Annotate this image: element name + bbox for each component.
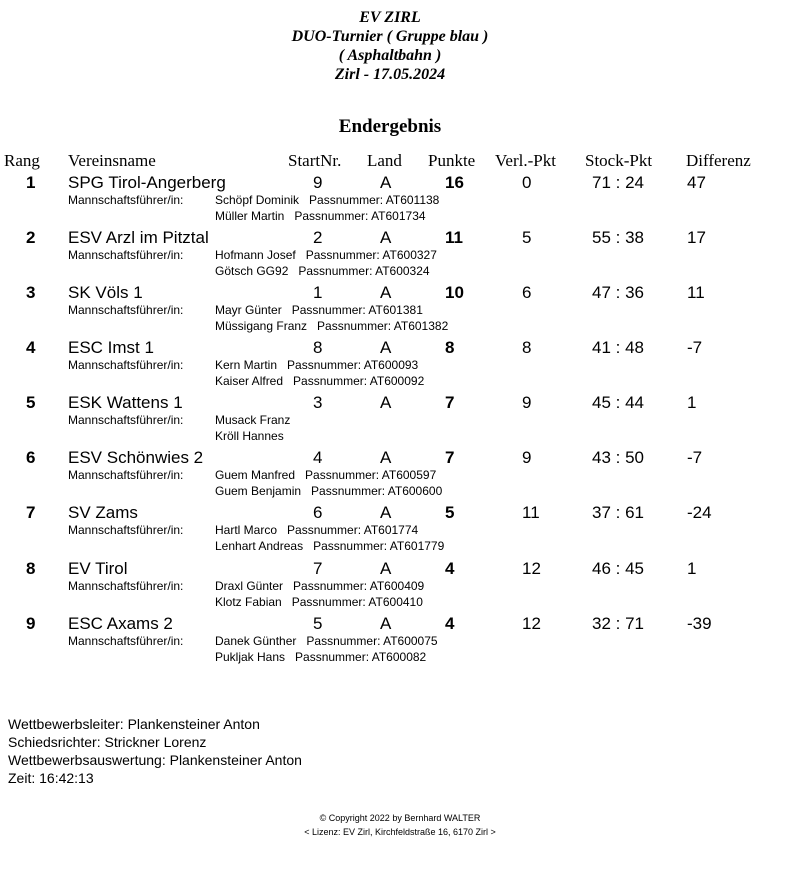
player-name: Hartl Marco — [215, 523, 278, 537]
rank: 9 — [26, 614, 36, 633]
player-2 — [215, 650, 426, 664]
officials-block — [8, 715, 302, 787]
country: A — [380, 559, 392, 578]
rank: 7 — [26, 503, 36, 522]
pass-label: Passnummer: — [305, 468, 380, 482]
pass-label: Passnummer: — [313, 539, 388, 553]
player-name: Müller Martin — [215, 209, 285, 223]
license-line: < Lizenz: EV Zirl, Kirchfeldstraße 16, 6170 Zirl > — [304, 827, 496, 837]
table-row — [0, 448, 800, 500]
pass-number: AT601138 — [385, 193, 440, 207]
col-verein: Vereinsname — [68, 151, 156, 170]
player-1 — [215, 523, 418, 537]
player-1 — [215, 248, 437, 262]
club-name: ESK Wattens 1 — [68, 393, 183, 412]
pass-number: AT601774 — [363, 523, 419, 537]
table-row — [0, 338, 800, 390]
country: A — [380, 228, 392, 247]
table-row — [0, 503, 800, 555]
player-name: Draxl Günter — [215, 579, 284, 593]
country: A — [380, 338, 392, 357]
stock-points: 32 : 71 — [592, 614, 644, 633]
player-name: Guem Benjamin — [215, 484, 302, 498]
tournament-name: DUO-Turnier ( Gruppe blau ) — [291, 28, 489, 45]
lost-points: 6 — [522, 283, 532, 302]
stock-points: 46 : 45 — [592, 559, 644, 578]
points: 8 — [445, 338, 455, 357]
points: 7 — [445, 448, 455, 467]
captain-label: Mannschaftsführer/in: — [68, 303, 184, 317]
pass-number: AT601382 — [393, 319, 449, 333]
copyright-line: © Copyright 2022 by Bernhard WALTER — [319, 813, 481, 823]
captain-label: Mannschaftsführer/in: — [68, 248, 184, 262]
difference: 47 — [687, 173, 706, 192]
lost-points: 8 — [522, 338, 532, 357]
difference: -7 — [687, 448, 703, 467]
difference: 1 — [687, 393, 697, 412]
pass-number: AT600324 — [375, 264, 430, 278]
club-name: SPG Tirol-Angerberg — [68, 173, 226, 192]
pass-label: Passnummer: — [293, 374, 368, 388]
pass-label: Passnummer: — [291, 595, 366, 609]
club-name: EV ZIRL — [359, 9, 421, 26]
lost-points: 9 — [522, 448, 532, 467]
pass-number: AT601779 — [389, 539, 445, 553]
pass-label: Passnummer: — [287, 358, 362, 372]
col-rang: Rang — [4, 151, 40, 170]
player-name: Götsch GG92 — [215, 264, 289, 278]
rank: 4 — [26, 338, 36, 357]
start-number: 2 — [313, 228, 323, 247]
pass-label: Passnummer: — [294, 209, 369, 223]
country: A — [380, 503, 392, 522]
player-1 — [215, 193, 439, 207]
player-2 — [215, 429, 284, 443]
lost-points: 11 — [522, 503, 540, 522]
col-land: Land — [367, 151, 402, 170]
pass-label: Passnummer: — [298, 264, 373, 278]
captain-label: Mannschaftsführer/in: — [68, 634, 184, 648]
player-name: Müssigang Franz — [215, 319, 308, 333]
country: A — [380, 283, 392, 302]
difference: -7 — [687, 338, 703, 357]
lost-points: 9 — [522, 393, 532, 412]
difference: -39 — [687, 614, 712, 633]
pass-number: AT600093 — [363, 358, 419, 372]
player-2 — [215, 264, 430, 278]
points: 16 — [445, 173, 464, 192]
rank: 1 — [26, 173, 36, 192]
table-row — [0, 173, 800, 225]
pass-label: Passnummer: — [295, 650, 370, 664]
stock-points: 47 : 36 — [592, 283, 644, 302]
club-name: EV Tirol — [68, 559, 128, 578]
pass-number: AT600410 — [368, 595, 423, 609]
player-2 — [215, 595, 423, 609]
points: 4 — [445, 559, 455, 578]
time: Zeit: 16:42:13 — [8, 770, 94, 786]
table-row — [0, 228, 800, 280]
stock-points: 71 : 24 — [592, 173, 644, 192]
club-name: SK Völs 1 — [68, 283, 143, 302]
captain-label: Mannschaftsführer/in: — [68, 413, 184, 427]
col-start: StartNr. — [288, 151, 342, 170]
start-number: 3 — [313, 393, 323, 412]
player-1 — [215, 634, 438, 648]
country: A — [380, 393, 392, 412]
table-row — [0, 614, 800, 666]
col-punkte: Punkte — [428, 151, 476, 170]
player-2 — [215, 484, 442, 498]
pass-label: Passnummer: — [306, 634, 381, 648]
club-name: ESV Arzl im Pitztal — [68, 228, 209, 247]
lost-points: 12 — [522, 614, 541, 633]
player-name: Klotz Fabian — [215, 595, 282, 609]
col-stock: Stock-Pkt — [585, 151, 653, 170]
pass-label: Passnummer: — [291, 303, 366, 317]
points: 7 — [445, 393, 455, 412]
player-1 — [215, 468, 436, 482]
start-number: 8 — [313, 338, 323, 357]
country: A — [380, 173, 392, 192]
start-number: 1 — [313, 283, 323, 302]
player-name: Danek Günther — [215, 634, 297, 648]
lost-points: 0 — [522, 173, 532, 192]
player-2 — [215, 209, 426, 223]
player-2 — [215, 539, 444, 553]
table-row — [0, 393, 800, 445]
pass-number: AT600082 — [371, 650, 427, 664]
difference: 1 — [687, 559, 697, 578]
pass-label: Passnummer: — [309, 193, 384, 207]
pass-label: Passnummer: — [305, 248, 380, 262]
player-name: Schöpf Dominik — [215, 193, 300, 207]
stock-points: 41 : 48 — [592, 338, 644, 357]
player-name: Hofmann Josef — [215, 248, 296, 262]
club-name: ESC Axams 2 — [68, 614, 173, 633]
country: A — [380, 448, 392, 467]
start-number: 4 — [313, 448, 323, 467]
captain-label: Mannschaftsführer/in: — [68, 468, 184, 482]
rank: 5 — [26, 393, 36, 412]
captain-label: Mannschaftsführer/in: — [68, 193, 184, 207]
pass-number: AT600075 — [383, 634, 438, 648]
player-1 — [215, 358, 418, 372]
rank: 6 — [26, 448, 36, 467]
copyright-block — [0, 811, 800, 839]
rank: 2 — [26, 228, 36, 247]
track-surface: ( Asphaltbahn ) — [338, 47, 442, 64]
competition-leader: Wettbewerbsleiter: Plankensteiner Anton — [8, 716, 260, 732]
club-name: SV Zams — [68, 503, 138, 522]
table-row — [0, 559, 800, 611]
col-diff: Differenz — [686, 151, 751, 170]
stock-points: 55 : 38 — [592, 228, 644, 247]
stock-points: 43 : 50 — [592, 448, 644, 467]
points: 10 — [445, 283, 464, 302]
pass-label: Passnummer: — [287, 523, 362, 537]
player-2 — [215, 374, 424, 388]
pass-label: Passnummer: — [293, 579, 368, 593]
pass-number: AT600409 — [369, 579, 425, 593]
player-name: Kern Martin — [215, 358, 278, 372]
player-name: Mayr Günter — [215, 303, 282, 317]
player-name: Kaiser Alfred — [215, 374, 284, 388]
pass-label: Passnummer: — [317, 319, 392, 333]
document-title — [0, 8, 780, 84]
start-number: 7 — [313, 559, 323, 578]
pass-number: AT601734 — [371, 209, 426, 223]
captain-label: Mannschaftsführer/in: — [68, 358, 184, 372]
player-2 — [215, 319, 448, 333]
stock-points: 45 : 44 — [592, 393, 644, 412]
difference: 11 — [687, 283, 705, 302]
start-number: 9 — [313, 173, 323, 192]
start-number: 6 — [313, 503, 323, 522]
points: 4 — [445, 614, 455, 633]
pass-number: AT600597 — [381, 468, 437, 482]
place-date: Zirl - 17.05.2024 — [334, 66, 446, 83]
pass-label: Passnummer: — [311, 484, 386, 498]
difference: 17 — [687, 228, 706, 247]
captain-label: Mannschaftsführer/in: — [68, 523, 184, 537]
club-name: ESV Schönwies 2 — [68, 448, 204, 467]
pass-number: AT600600 — [387, 484, 443, 498]
player-1 — [215, 303, 423, 317]
lost-points: 5 — [522, 228, 532, 247]
pass-number: AT600092 — [369, 374, 425, 388]
rank: 3 — [26, 283, 36, 302]
lost-points: 12 — [522, 559, 541, 578]
captain-label: Mannschaftsführer/in: — [68, 579, 184, 593]
rank: 8 — [26, 559, 36, 578]
club-name: ESC Imst 1 — [68, 338, 154, 357]
points: 11 — [445, 228, 463, 247]
difference: -24 — [687, 503, 712, 522]
evaluation: Wettbewerbsauswertung: Plankensteiner Anton — [8, 752, 302, 768]
pass-number: AT600327 — [382, 248, 437, 262]
start-number: 5 — [313, 614, 323, 633]
stock-points: 37 : 61 — [592, 503, 644, 522]
points: 5 — [445, 503, 455, 522]
pass-number: AT601381 — [368, 303, 423, 317]
referee: Schiedsrichter: Strickner Lorenz — [8, 734, 207, 750]
result-subtitle: Endergebnis — [338, 116, 442, 137]
player-1 — [215, 413, 290, 427]
player-name: Pukljak Hans — [215, 650, 286, 664]
player-1 — [215, 579, 424, 593]
table-row — [0, 283, 800, 335]
country: A — [380, 614, 392, 633]
player-name: Lenhart Andreas — [215, 539, 304, 553]
player-name: Musack Franz — [215, 413, 291, 427]
player-name: Guem Manfred — [215, 468, 296, 482]
player-name: Kröll Hannes — [215, 429, 284, 443]
col-verl: Verl.-Pkt — [495, 151, 556, 170]
